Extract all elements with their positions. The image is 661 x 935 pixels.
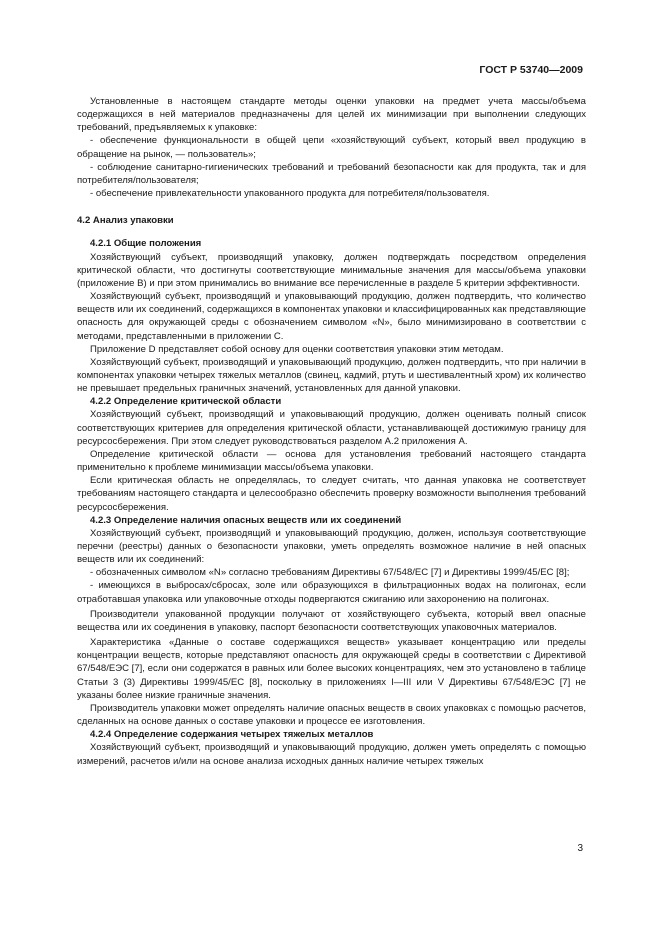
paragraph: Хозяйствующий субъект, производящий и упаковывающий продукцию, должен подтвердить, что количество веществ или их соединений, содержащихся в компонентах упаковки и классифицированных как представляющие опасность для окружающей среды с обозначением символом «N», было минимизировано в соответствии с методами, представленными в приложении C. [77, 291, 586, 342]
paragraph: Хозяйствующий субъект, производящий упаковку, должен подтверждать посредством определения критической области, что достигнуты соответствующие минимальные значения для массы/объема упаковки (приложение B) и при этом принимались во внимание все перечисленные в разделе 5 критерии эффективности. [77, 251, 586, 289]
paragraph: Производители упакованной продукции получают от хозяйствующего субъекта, который ввел опасные вещества или их соединения в упаковку, паспорт безопасности соответствующих упаковочных материалов. [77, 608, 586, 633]
list-item: - обозначенных символом «N» согласно требованиям Директивы 67/548/ЕС [7] и Директивы 1999/45/ЕС [8]; [90, 567, 570, 579]
paragraph: Установленные в настоящем стандарте методы оценки упаковки на предмет учета массы/объема содержащихся в ней материалов предназначены для целей их минимизации при выполнении следующих требований, предъявляемых к упаковке: [77, 96, 586, 134]
list-item: - имеющихся в выбросах/сбросах, золе или образующихся в фильтрационных водах на полигонах, если отработавшая упаковка или упаковочные отходы подвергаются сжиганию или захоронению на полигонах. [77, 580, 586, 605]
list-item: - соблюдение санитарно-гигиенических требований и требований безопасности как для продукта, так и для потребителя/пользователя; [77, 161, 586, 186]
paragraph: Производитель упаковки может определять наличие опасных веществ в своих упаковках с помощью расчетов, сделанных на основе данных о составе упаковки и процессе ее изготовления. [77, 702, 586, 728]
subsection-heading: 4.2.3 Определение наличия опасных веществ или их соединений [90, 514, 402, 526]
paragraph: Хозяйствующий субъект, производящий и упаковывающий продукцию, должен, используя соответствующие перечни (реестры) данных о безопасности упаковки, уметь определять возможное наличие в ней опасных веществ или их соединений: [77, 527, 586, 566]
subsection-heading: 4.2.2 Определение критической области [90, 396, 282, 408]
paragraph: Хозяйствующий субъект, производящий и упаковывающий продукцию, должен уметь определять с помощью измерений, расчетов и/или на основе анализа исходных данных наличие четырех тяжелых [77, 742, 586, 767]
subsection-heading: 4.2.4 Определение содержания четырех тяжелых металлов [90, 729, 374, 741]
paragraph: Определение критической области — основа для установления требований настоящего стандарта применительно к проблеме минимизации массы/объема упаковки. [77, 448, 586, 474]
document-id: ГОСТ Р 53740—2009 [479, 64, 583, 76]
paragraph: Хозяйствующий субъект, производящий и упаковывающий продукцию, должен подтвердить, что при наличии в компонентах упаковки четырех тяжелых металлов (свинец, кадмий, ртуть и шестивалентный хром) их количество не превышает предельных граничных значений, установленных для данной упаковки. [77, 356, 586, 395]
page-number: 3 [577, 843, 583, 854]
page-body [77, 95, 586, 768]
paragraph: Хозяйствующий субъект, производящий и упаковывающий продукцию, должен оценивать полный список соответствующих критериев для определения критической области, устанавливающей достижимую границу для ресурсосбережения. При этом следует руководствоваться разделом A.2 приложения А. [77, 409, 586, 447]
paragraph: Если критическая область не определялась, то следует считать, что данная упаковка не соответствует требованиям настоящего стандарта и целесообразно обеспечить проверку возможности выполнения требований ресурсосбережения. [77, 475, 586, 513]
paragraph: Характеристика «Данные о составе содержащихся веществ» указывает концентрацию или пределы концентрации веществ, которые представляют опасность для окружающей среды в соответствии с Директивой 67/548/ЕЭС [7], если они содержатся в равных или более высоких концентрациях, чем это установлено в таблице Статьи 3 (3) Директивы 1999/45/ЕС [8], поскольку в приложениях I—III или V Директивы 67/548/ЕЭС [7] не указаны более низкие граничные значения. [77, 637, 586, 701]
list-item: - обеспечение привлекательности упакованного продукта для потребителя/пользователя. [90, 188, 490, 200]
paragraph: Приложение D представляет собой основу для оценки соответствия упаковки этим методам. [90, 343, 504, 355]
list-item: - обеспечение функциональности в общей цепи «хозяйствующий субъект, который ввел продукцию в обращение на рынок, — пользователь»; [77, 135, 586, 160]
subsection-heading: 4.2.1 Общие положения [90, 238, 202, 250]
section-heading: 4.2 Анализ упаковки [77, 215, 174, 227]
